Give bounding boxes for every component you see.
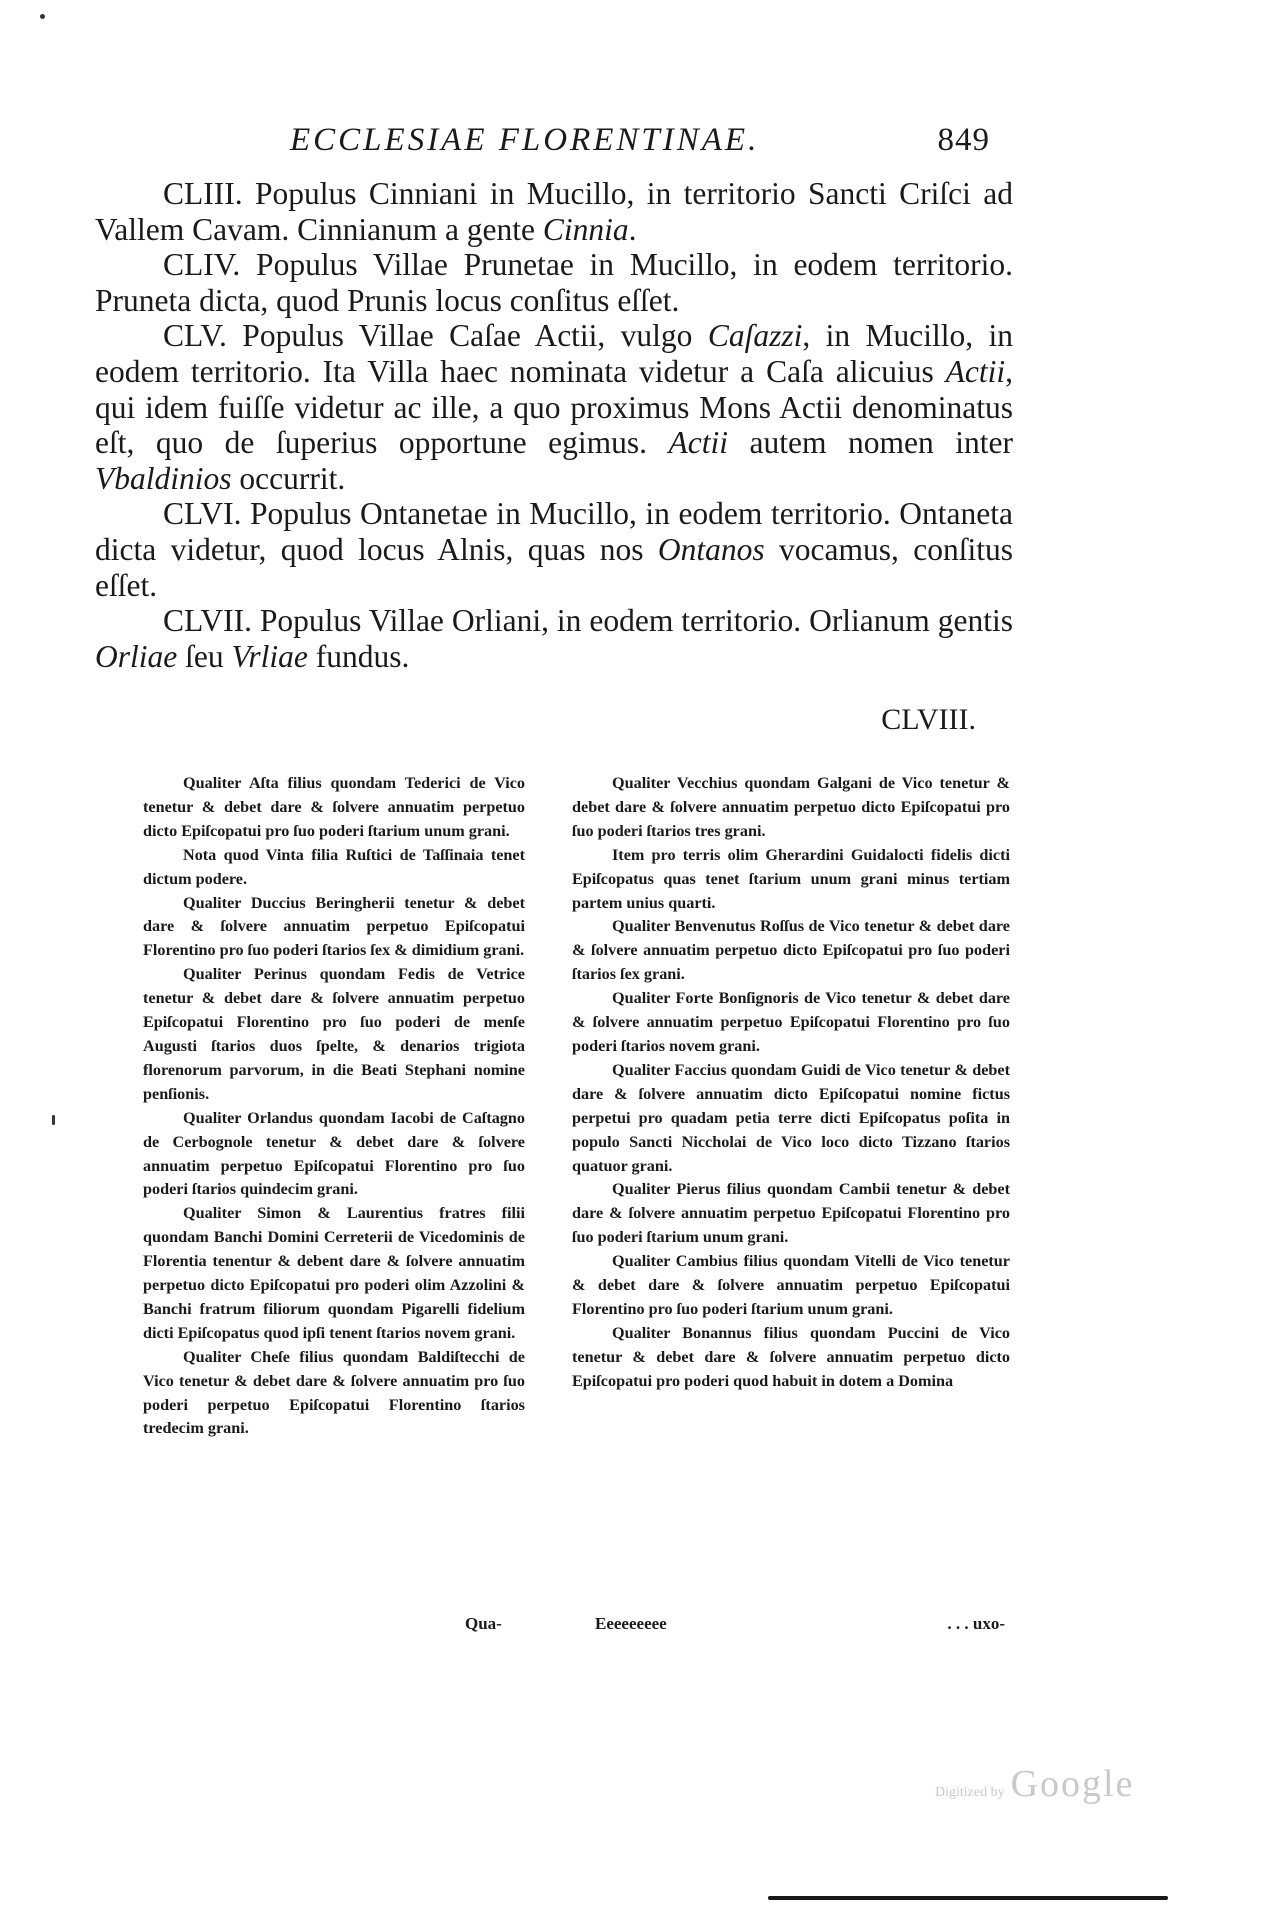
left-entry: Qualiter Cheſe filius quondam Baldiſtecchi de Vico tenetur & debet dare & ſolvere annuatim pro ſuo poderi perpetuo Epiſcopatui Florentino ſtarios tredecim grani.: [143, 1347, 525, 1438]
paragraph-clvi: CLVI. Populus Ontanetae in Mucillo, in eodem territorio. Ontaneta dicta videtur, quod locus Alnis, quas nos Ontanos vocamus, conſitus eſſet.: [95, 496, 1013, 603]
right-entry: Qualiter Forte Bonſignoris de Vico tenetur & debet dare & ſolvere annuatim perpetuo Epiſcopatui Florentino pro ſuo poderi ſtarios novem grani.: [572, 989, 1010, 1055]
running-header: [290, 122, 990, 159]
left-entry: Qualiter Orlandus quondam Iacobi de Caſtagno de Cerbognole tenetur & debet dare & ſolvere annuatim perpetuo Epiſcopatui Florentino pro ſuo poderi ſtarios quindecim grani.: [143, 1108, 525, 1199]
right-entry: Qualiter Pierus filius quondam Cambii tenetur & debet dare & ſolvere annuatim perpetuo Epiſcopatui Florentino pro ſuo poderi ſtarium unum grani.: [572, 1180, 1010, 1247]
main-text: [95, 176, 1013, 674]
left-entry: Qualiter Simon & Laurentius fratres filii quondam Banchi Domini Cerreterii de Vicedominis de Florentia tenentur & debent dare & ſolvere annuatim perpetuo dicto Epiſcopatui pro poderi olim Azzolini & Banchi fratrum filiorum quondam Pigarelli fidelium dicti Epiſcopatus quod ipſi tenent ſtarios novem grani.: [143, 1204, 525, 1342]
right-entry: Qualiter Cambius filius quondam Vitelli de Vico tenetur & debet dare & ſolvere annuatim perpetuo Epiſcopatui Florentino pro ſuo poderi ſtarium unum grani.: [572, 1252, 1010, 1318]
right-catchline: [595, 1614, 1005, 1634]
right-catchline-start: Eeeeeeeee: [595, 1614, 667, 1633]
right-entry: Qualiter Bonannus filius quondam Puccini de Vico tenetur & debet dare & ſolvere annuatim perpetuo dicto Epiſcopatui pro poderi quod habuit in dotem a Domina: [572, 1323, 1010, 1390]
main-catchword: CLVIII.: [881, 703, 976, 736]
right-entry: Item pro terris olim Gherardini Guidalocti fidelis dicti Epiſcopatus quas tenet ſtarium unum grani minus tertiam partem unius quarti.: [572, 845, 1010, 912]
watermark-digitized-by: Digitized by: [935, 1785, 1005, 1800]
left-entry: Qualiter Aſta filius quondam Tederici de Vico tenetur & debet dare & ſolvere annuatim perpetuo dicto Epiſcopatui pro ſuo poderi ſtarium unum grani.: [143, 774, 525, 840]
page-number: 849: [937, 122, 990, 158]
left-column: [143, 772, 525, 1441]
left-entry: Qualiter Perinus quondam Fedis de Vetrice tenetur & debet dare & ſolvere annuatim perpetuo Epiſcopatui Florentino pro ſuo poderi de menſe Augusti ſtarios duos ſpelte, & denarios trigiota florenorum parvorum, in die Beati Stephani nomine penſionis.: [143, 965, 525, 1103]
watermark-google-logo: Google: [1010, 1763, 1135, 1805]
paragraph-clv: CLV. Populus Villae Caſae Actii, vulgo Caſazzi, in Mucillo, in eodem territorio. Ita Villa haec nominata videtur a Caſa alicuius Actii, qui idem fuiſſe videtur ac ille, a quo proximus Mons Actii denominatus eſt, quo de ſuperius opportune egimus. Actii autem nomen inter Vbaldinios occurrit.: [95, 318, 1013, 496]
right-entry: Qualiter Faccius quondam Guidi de Vico tenetur & debet dare & ſolvere annuatim dicto Epiſcopatui nomine fictus perpetui pro quadam petia terre dicti Epiſcopatus poſita in populo Sancti Niccholai de Vico loco dicto Tizzano ſtarios quatuor grani.: [572, 1060, 1010, 1175]
bottom-rule: [768, 1896, 1168, 1900]
paragraph-cliii: CLIII. Populus Cinniani in Mucillo, in territorio Sancti Criſci ad Vallem Cavam. Cinnianum a gente Cinnia.: [95, 176, 1013, 247]
left-catchword: Qua-: [465, 1614, 502, 1633]
scan-speck: [40, 14, 45, 19]
running-title: ECCLESIAE FLORENTINAE.: [290, 122, 760, 158]
right-entry: Qualiter Benvenutus Roſſus de Vico tenetur & debet dare & ſolvere annuatim perpetuo dicto Epiſcopatui pro ſuo poderi ſtarios ſex grani.: [572, 917, 1010, 984]
left-entry: Nota quod Vinta filia Ruſtici de Taſſinaia tenet dictum podere.: [143, 845, 525, 888]
right-entry: Qualiter Vecchius quondam Galgani de Vico tenetur & debet dare & ſolvere annuatim perpetuo dicto Epiſcopatui pro ſuo poderi ſtarios tres grani.: [572, 774, 1010, 840]
paragraph-clvii: CLVII. Populus Villae Orliani, in eodem territorio. Orlianum gentis Orliae ſeu Vrliae fundus.: [95, 603, 1013, 674]
scan-speck: [52, 1115, 55, 1125]
right-catchword: . . . uxo-: [947, 1614, 1005, 1633]
paragraph-cliv: CLIV. Populus Villae Prunetae in Mucillo, in eodem territorio. Pruneta dicta, quod Prunis locus conſitus eſſet.: [95, 247, 1013, 318]
right-column: [572, 772, 1010, 1394]
scan-watermark: [935, 1762, 1134, 1806]
left-entry: Qualiter Duccius Beringherii tenetur & debet dare & ſolvere annuatim perpetuo Epiſcopatui Florentino pro ſuo poderi ſtarios ſex & dimidium grani.: [143, 893, 525, 960]
